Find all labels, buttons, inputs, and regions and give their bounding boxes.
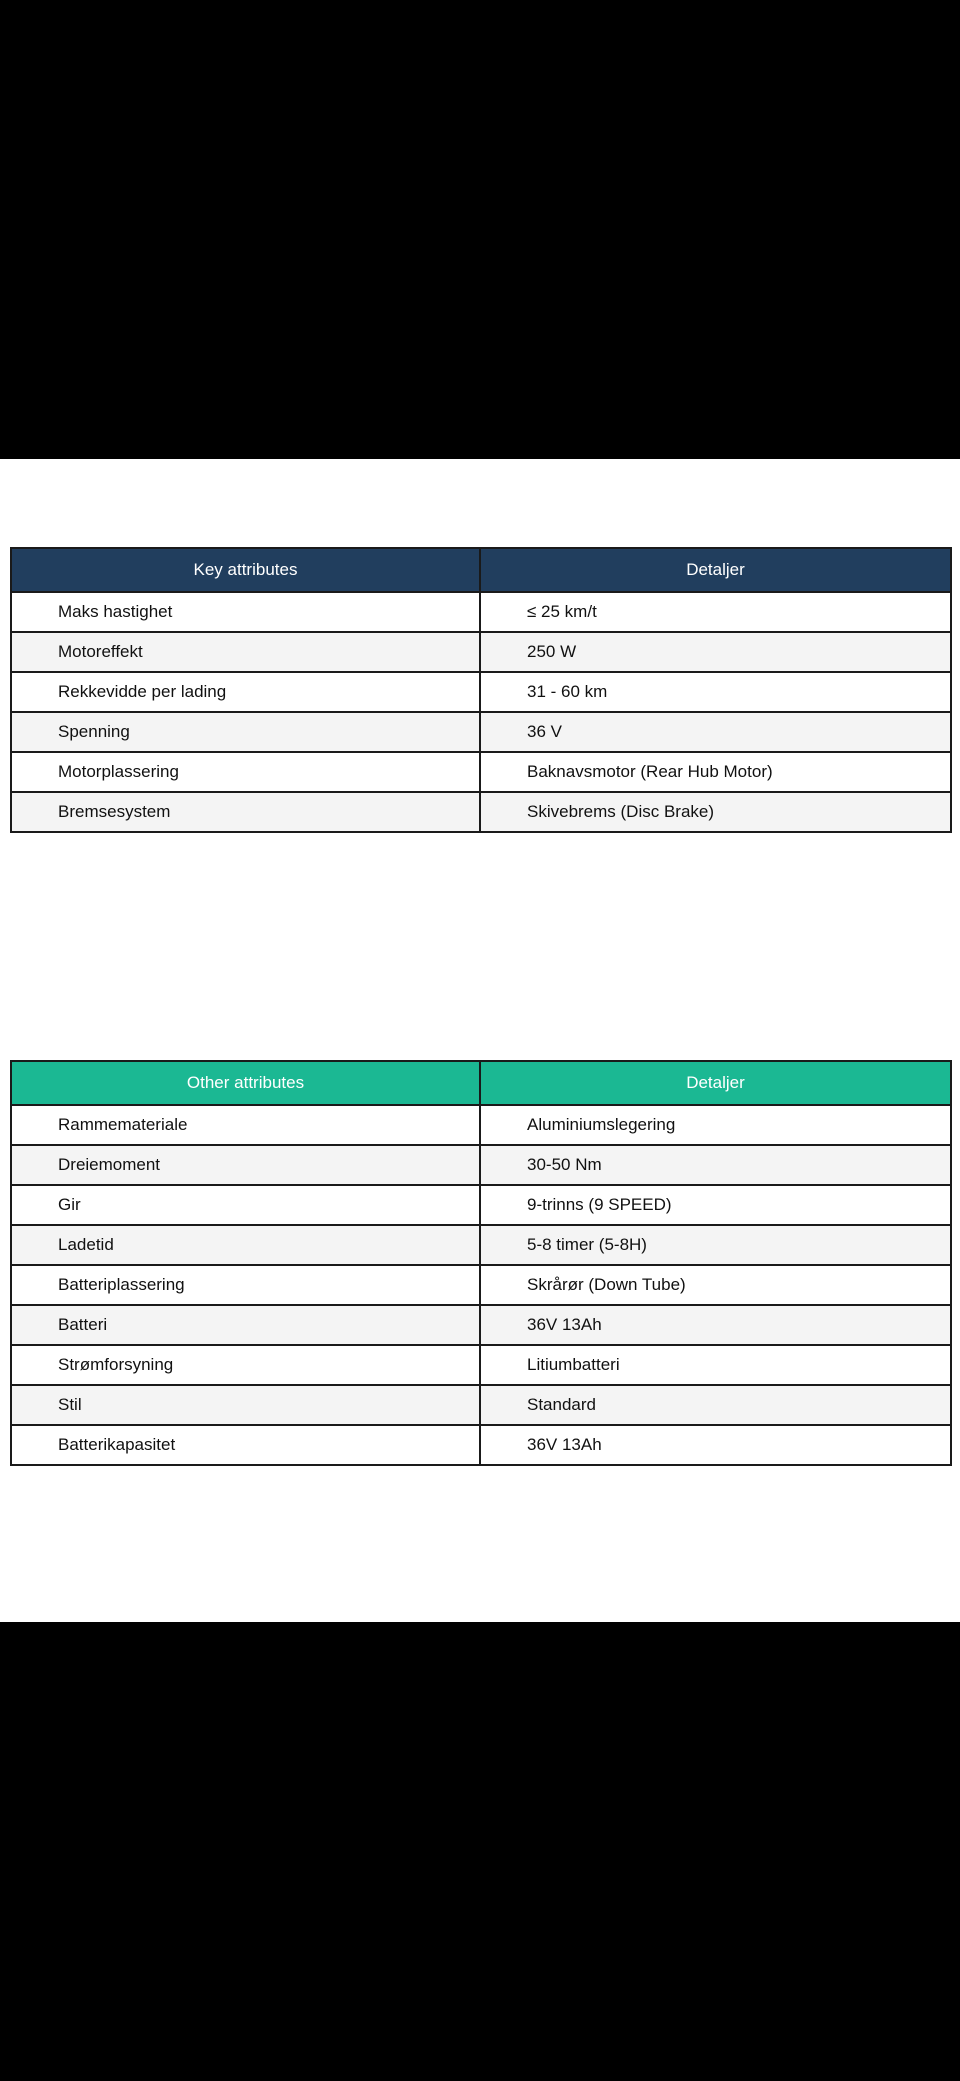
attribute-name: Spenning <box>11 712 480 752</box>
attribute-name: Strømforsyning <box>11 1345 480 1385</box>
attribute-value: Aluminiumslegering <box>480 1105 951 1145</box>
table-row <box>11 752 951 792</box>
attribute-name: Batteriplassering <box>11 1265 480 1305</box>
attribute-value: 30-50 Nm <box>480 1145 951 1185</box>
key-attributes-table <box>10 547 952 833</box>
attribute-name: Rekkevidde per lading <box>11 672 480 712</box>
other-attributes-table <box>10 1060 952 1466</box>
table-row <box>11 1105 951 1145</box>
table-row <box>11 1425 951 1465</box>
attribute-name: Motoreffekt <box>11 632 480 672</box>
table-row <box>11 1185 951 1225</box>
attribute-name: Batterikapasitet <box>11 1425 480 1465</box>
attribute-name: Bremsesystem <box>11 792 480 832</box>
table-row <box>11 1145 951 1185</box>
header-cell-attribute: Other attributes <box>11 1061 480 1105</box>
attribute-value: Skivebrems (Disc Brake) <box>480 792 951 832</box>
attribute-name: Rammemateriale <box>11 1105 480 1145</box>
letterbox-top <box>0 0 960 459</box>
attribute-value: 36V 13Ah <box>480 1305 951 1345</box>
header-cell-attribute: Key attributes <box>11 548 480 592</box>
attribute-name: Batteri <box>11 1305 480 1345</box>
attribute-value: Baknavsmotor (Rear Hub Motor) <box>480 752 951 792</box>
attribute-name: Maks hastighet <box>11 592 480 632</box>
attribute-name: Ladetid <box>11 1225 480 1265</box>
table-row <box>11 1265 951 1305</box>
table-row <box>11 712 951 752</box>
table-row <box>11 1305 951 1345</box>
table-row <box>11 1345 951 1385</box>
attribute-name: Stil <box>11 1385 480 1425</box>
attribute-value: 36 V <box>480 712 951 752</box>
attribute-value: 250 W <box>480 632 951 672</box>
attribute-value: ≤ 25 km/t <box>480 592 951 632</box>
table-header-row <box>11 548 951 592</box>
attribute-value: Standard <box>480 1385 951 1425</box>
table-row <box>11 1385 951 1425</box>
letterbox-bottom <box>0 1622 960 2081</box>
attribute-value: 5-8 timer (5-8H) <box>480 1225 951 1265</box>
attribute-name: Dreiemoment <box>11 1145 480 1185</box>
table-row <box>11 792 951 832</box>
document-page <box>0 459 960 1622</box>
attribute-name: Gir <box>11 1185 480 1225</box>
header-cell-details: Detaljer <box>480 548 951 592</box>
table-row <box>11 672 951 712</box>
header-cell-details: Detaljer <box>480 1061 951 1105</box>
table-row <box>11 1225 951 1265</box>
attribute-value: Litiumbatteri <box>480 1345 951 1385</box>
attribute-value: Skrårør (Down Tube) <box>480 1265 951 1305</box>
table-header-row <box>11 1061 951 1105</box>
table-row <box>11 632 951 672</box>
attribute-value: 9-trinns (9 SPEED) <box>480 1185 951 1225</box>
attribute-name: Motorplassering <box>11 752 480 792</box>
table-row <box>11 592 951 632</box>
attribute-value: 36V 13Ah <box>480 1425 951 1465</box>
attribute-value: 31 - 60 km <box>480 672 951 712</box>
